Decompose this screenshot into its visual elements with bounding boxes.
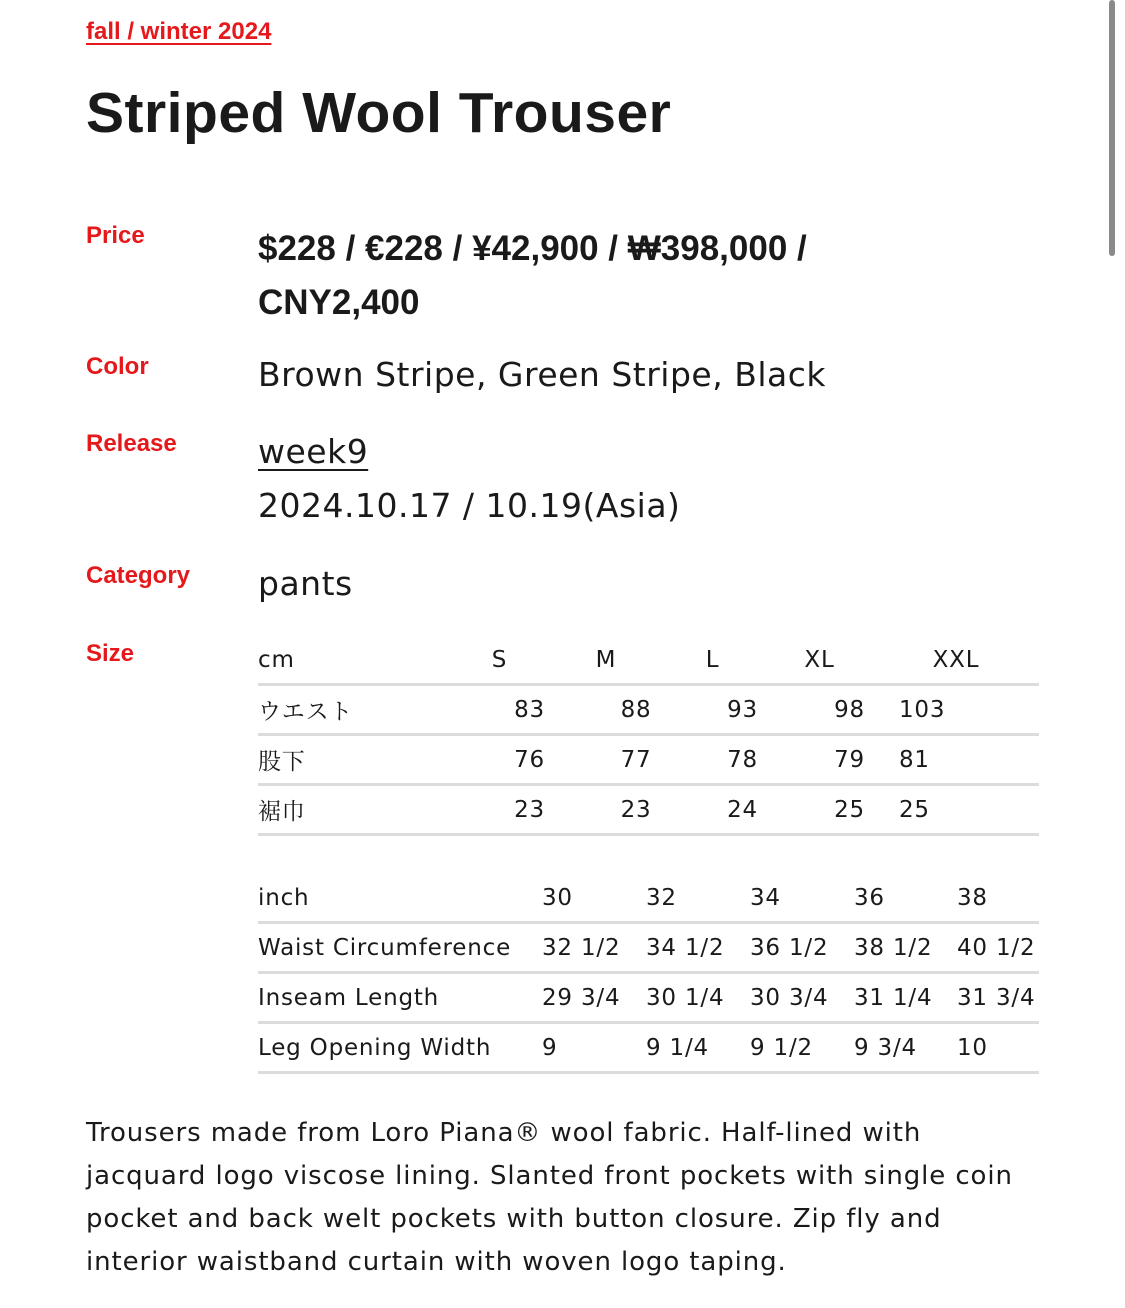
table-header-cell: 34 [750, 874, 854, 923]
table-cell: 88 [553, 685, 659, 735]
table-cell: 9 1/4 [646, 1023, 750, 1073]
table-cell: Leg Opening Width [258, 1023, 542, 1073]
table-row [258, 685, 1039, 735]
table-cell: 103 [873, 685, 1039, 735]
table-cell: 25 [873, 785, 1039, 835]
table-header-cell: 30 [542, 874, 646, 923]
product-title: Striped Wool Trouser [86, 81, 672, 145]
table-cell: 31 3/4 [957, 973, 1039, 1023]
size-label: Size [86, 640, 135, 667]
table-cell: 77 [553, 735, 659, 785]
table-row [258, 785, 1039, 835]
category-value: pants [258, 564, 353, 603]
table-cell: 30 3/4 [750, 973, 854, 1023]
size-table-inch [258, 874, 1039, 1074]
table-cell: 93 [659, 685, 766, 735]
table-row [258, 973, 1039, 1023]
table-cell: 38 1/2 [854, 923, 957, 973]
table-cell: 36 1/2 [750, 923, 854, 973]
scrollbar-thumb[interactable] [1109, 0, 1115, 256]
color-label: Color [86, 353, 149, 380]
table-cell: 32 1/2 [542, 923, 646, 973]
table-header-cell: L [659, 636, 766, 685]
table-cell: 81 [873, 735, 1039, 785]
size-table-cm [258, 636, 1039, 836]
table-cell: 9 3/4 [854, 1023, 957, 1073]
price-value: $228 / €228 / ¥42,900 / ₩398,000 / CNY2,400 [258, 229, 807, 322]
table-cell: 40 1/2 [957, 923, 1039, 973]
table-cell: 裾巾 [258, 785, 446, 835]
table-row [258, 1023, 1039, 1073]
table-cell: 9 [542, 1023, 646, 1073]
table-cell: 10 [957, 1023, 1039, 1073]
table-header-cell: 38 [957, 874, 1039, 923]
season-link[interactable]: fall / winter 2024 [86, 18, 272, 45]
table-row [258, 735, 1039, 785]
release-week-link[interactable]: week9 [258, 432, 369, 471]
table-cell: 25 [766, 785, 873, 835]
table-header-cell: inch [258, 874, 542, 923]
table-cell: 76 [446, 735, 553, 785]
table-header-cell: 32 [646, 874, 750, 923]
table-cell: 83 [446, 685, 553, 735]
table-cell: 24 [659, 785, 766, 835]
table-cell: 31 1/4 [854, 973, 957, 1023]
price-label: Price [86, 222, 145, 249]
table-header-cell: cm [258, 636, 446, 685]
table-cell: 9 1/2 [750, 1023, 854, 1073]
table-header-cell: M [553, 636, 659, 685]
table-cell: 79 [766, 735, 873, 785]
table-header-cell: XL [766, 636, 873, 685]
release-dates: 2024.10.17 / 10.19(Asia) [258, 486, 681, 525]
table-header-row [258, 874, 1039, 923]
table-row [258, 923, 1039, 973]
table-header-cell: S [446, 636, 553, 685]
table-cell: 98 [766, 685, 873, 735]
table-cell: Inseam Length [258, 973, 542, 1023]
table-header-cell: 36 [854, 874, 957, 923]
table-cell: 股下 [258, 735, 446, 785]
table-cell: Waist Circumference [258, 923, 542, 973]
table-cell: 34 1/2 [646, 923, 750, 973]
table-cell: 78 [659, 735, 766, 785]
table-cell: 30 1/4 [646, 973, 750, 1023]
release-label: Release [86, 430, 177, 457]
category-label: Category [86, 562, 191, 589]
table-cell: 23 [446, 785, 553, 835]
table-cell: 29 3/4 [542, 973, 646, 1023]
table-cell: 23 [553, 785, 659, 835]
color-value: Brown Stripe, Green Stripe, Black [258, 355, 826, 394]
table-header-cell: XXL [873, 636, 1039, 685]
product-description: Trousers made from Loro Piana® wool fabric. Half-lined with jacquard logo viscose lining. Slanted front pockets with single coin pocket and back welt pockets with button closure. Zip fly and interior waistband curtain with woven logo taping. [86, 1118, 1013, 1277]
table-cell: ウエスト [258, 685, 446, 735]
table-header-row [258, 636, 1039, 685]
